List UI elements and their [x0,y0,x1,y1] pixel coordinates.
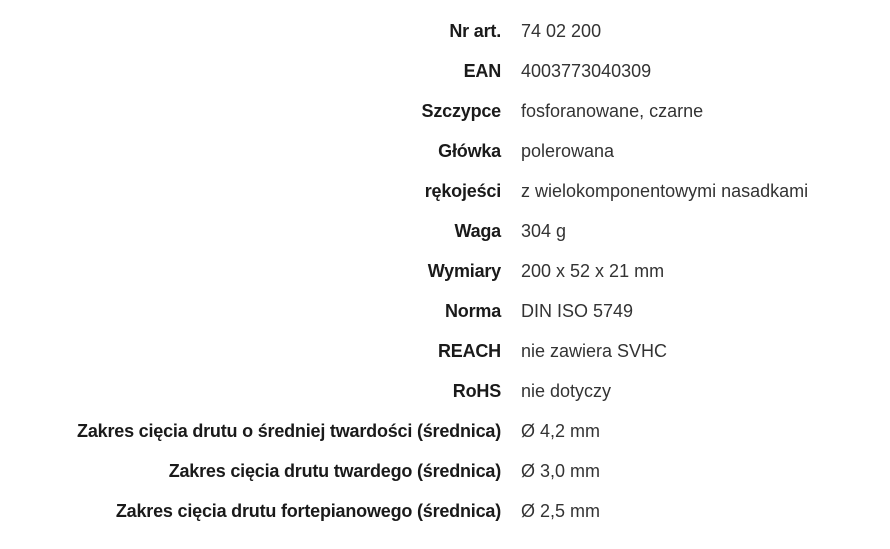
spec-label: Nr art. [449,20,501,41]
spec-value: Ø 3,0 mm [521,460,601,481]
spec-row-dimensions [0,251,890,291]
spec-label: Główka [438,140,501,161]
spec-value: polerowana [521,140,615,161]
spec-row-article-number [0,11,890,51]
spec-value: 4003773040309 [521,60,652,81]
spec-row-ean [0,51,890,91]
spec-row-weight [0,211,890,251]
spec-label: Waga [454,220,501,241]
spec-value: nie zawiera SVHC [521,340,668,361]
spec-value: nie dotyczy [521,380,612,401]
spec-value: Ø 2,5 mm [521,500,601,521]
spec-label: Zakres cięcia drutu fortepianowego (średnica) [115,500,501,521]
spec-row-medium-hard-wire [0,411,890,451]
spec-value: 200 x 52 x 21 mm [521,260,665,281]
spec-value: fosforanowane, czarne [521,100,704,121]
spec-row-hard-wire [0,451,890,491]
spec-label: Zakres cięcia drutu twardego (średnica) [168,460,501,481]
spec-row-standard [0,291,890,331]
spec-row-piano-wire [0,491,890,531]
spec-value: DIN ISO 5749 [521,300,634,321]
specification-table [0,11,890,531]
spec-label: REACH [437,340,501,361]
spec-label: rękojeści [424,180,501,201]
spec-row-rohs [0,371,890,411]
spec-row-head [0,131,890,171]
spec-label: Zakres cięcia drutu o średniej twardości (średnica) [77,420,501,441]
spec-value: z wielokomponentowymi nasadkami [521,180,809,201]
spec-value: Ø 4,2 mm [521,420,601,441]
spec-label: EAN [463,60,501,81]
spec-value: 74 02 200 [521,20,602,41]
spec-label: RoHS [452,380,501,401]
spec-row-pliers [0,91,890,131]
spec-label: Wymiary [427,260,501,281]
spec-value: 304 g [521,220,567,241]
spec-label: Norma [444,300,501,321]
spec-row-handles [0,171,890,211]
spec-row-reach [0,331,890,371]
spec-label: Szczypce [421,100,501,121]
